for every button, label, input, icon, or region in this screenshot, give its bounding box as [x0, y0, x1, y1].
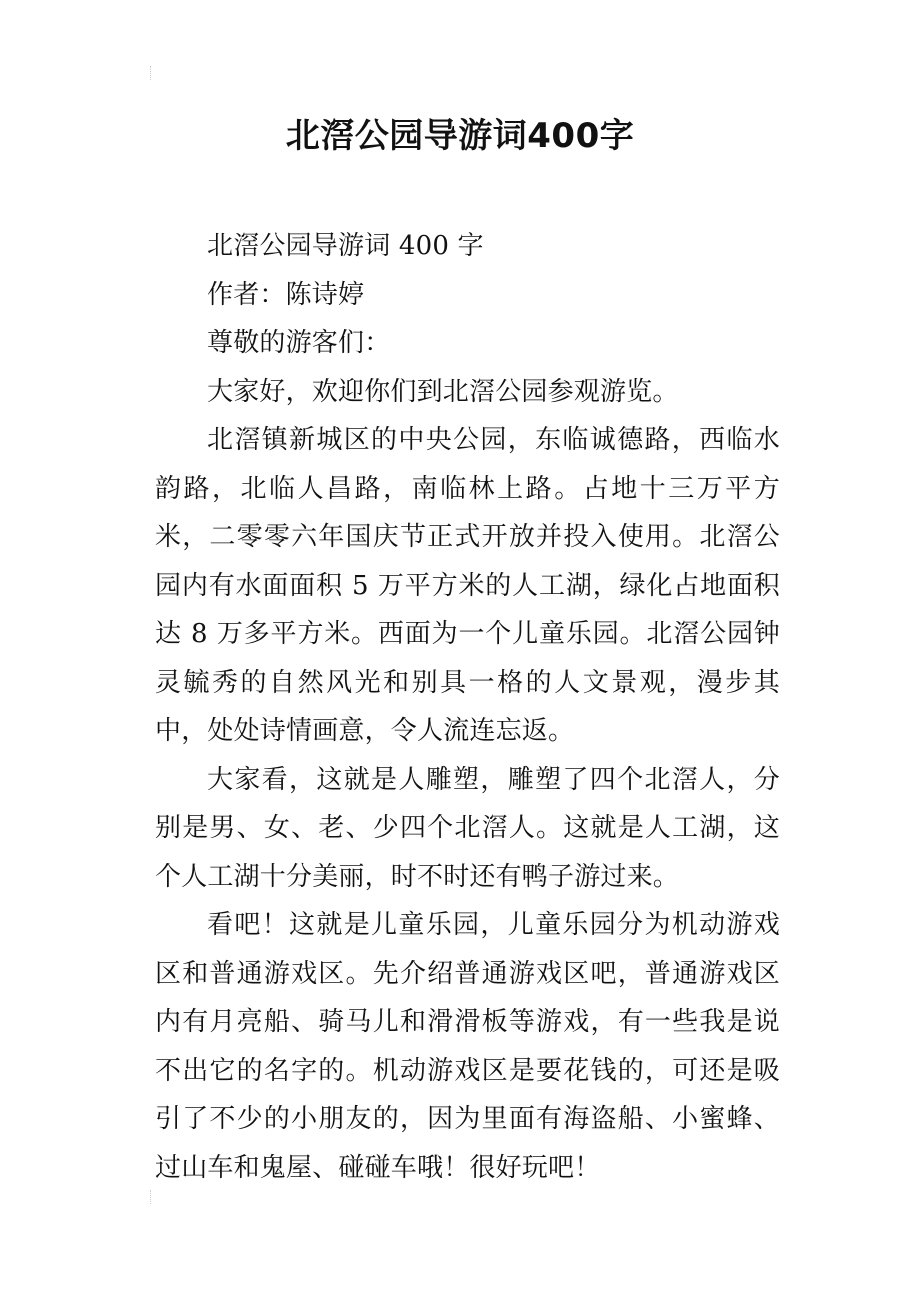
paragraph-park-intro: 北滘镇新城区的中央公园，东临诚德路，西临水韵路，北临人昌路，南临林上路。占地十三万平方米，二零零六年国庆节正式开放并投入使用。北滘公园内有水面面积 5 万平方米的人工湖，绿化占地面积达 8 万多平方米。西面为一个儿童乐园。北滘公园钟灵毓秀的自然风光和别具一格的人文景观，漫步其中，处处诗情画意，令人流连忘返。: [155, 425, 780, 746]
paragraph-children-playground: 看吧！这就是儿童乐园，儿童乐园分为机动游戏区和普通游戏区。先介绍普通游戏区吧，普通游戏区内有月亮船、骑马儿和滑滑板等游戏，有一些我是说不出它的名字的。机动游戏区是要花钱的，可还是吸引了不少的小朋友的，因为里面有海盗船、小蜜蜂、过山车和鬼屋、碰碰车哦！很好玩吧！: [155, 910, 780, 1183]
page-corner-mark: [150, 66, 161, 80]
author-line: 作者：陈诗婷: [207, 279, 365, 310]
greeting-line: 大家好，欢迎你们到北滘公园参观游览。: [207, 376, 679, 407]
document-body: [155, 222, 780, 1192]
salutation-line: 尊敬的游客们：: [207, 328, 391, 358]
subtitle-line: 北滘公园导游词 400 字: [207, 231, 484, 261]
document-title: 北滘公园导游词400字: [285, 116, 635, 156]
page-corner-mark: [150, 1190, 161, 1204]
paragraph-sculpture-lake: 大家看，这就是人雕塑，雕塑了四个北滘人，分别是男、女、老、少四个北滘人。这就是人工湖，这个人工湖十分美丽，时不时还有鸭子游过来。: [155, 764, 780, 892]
